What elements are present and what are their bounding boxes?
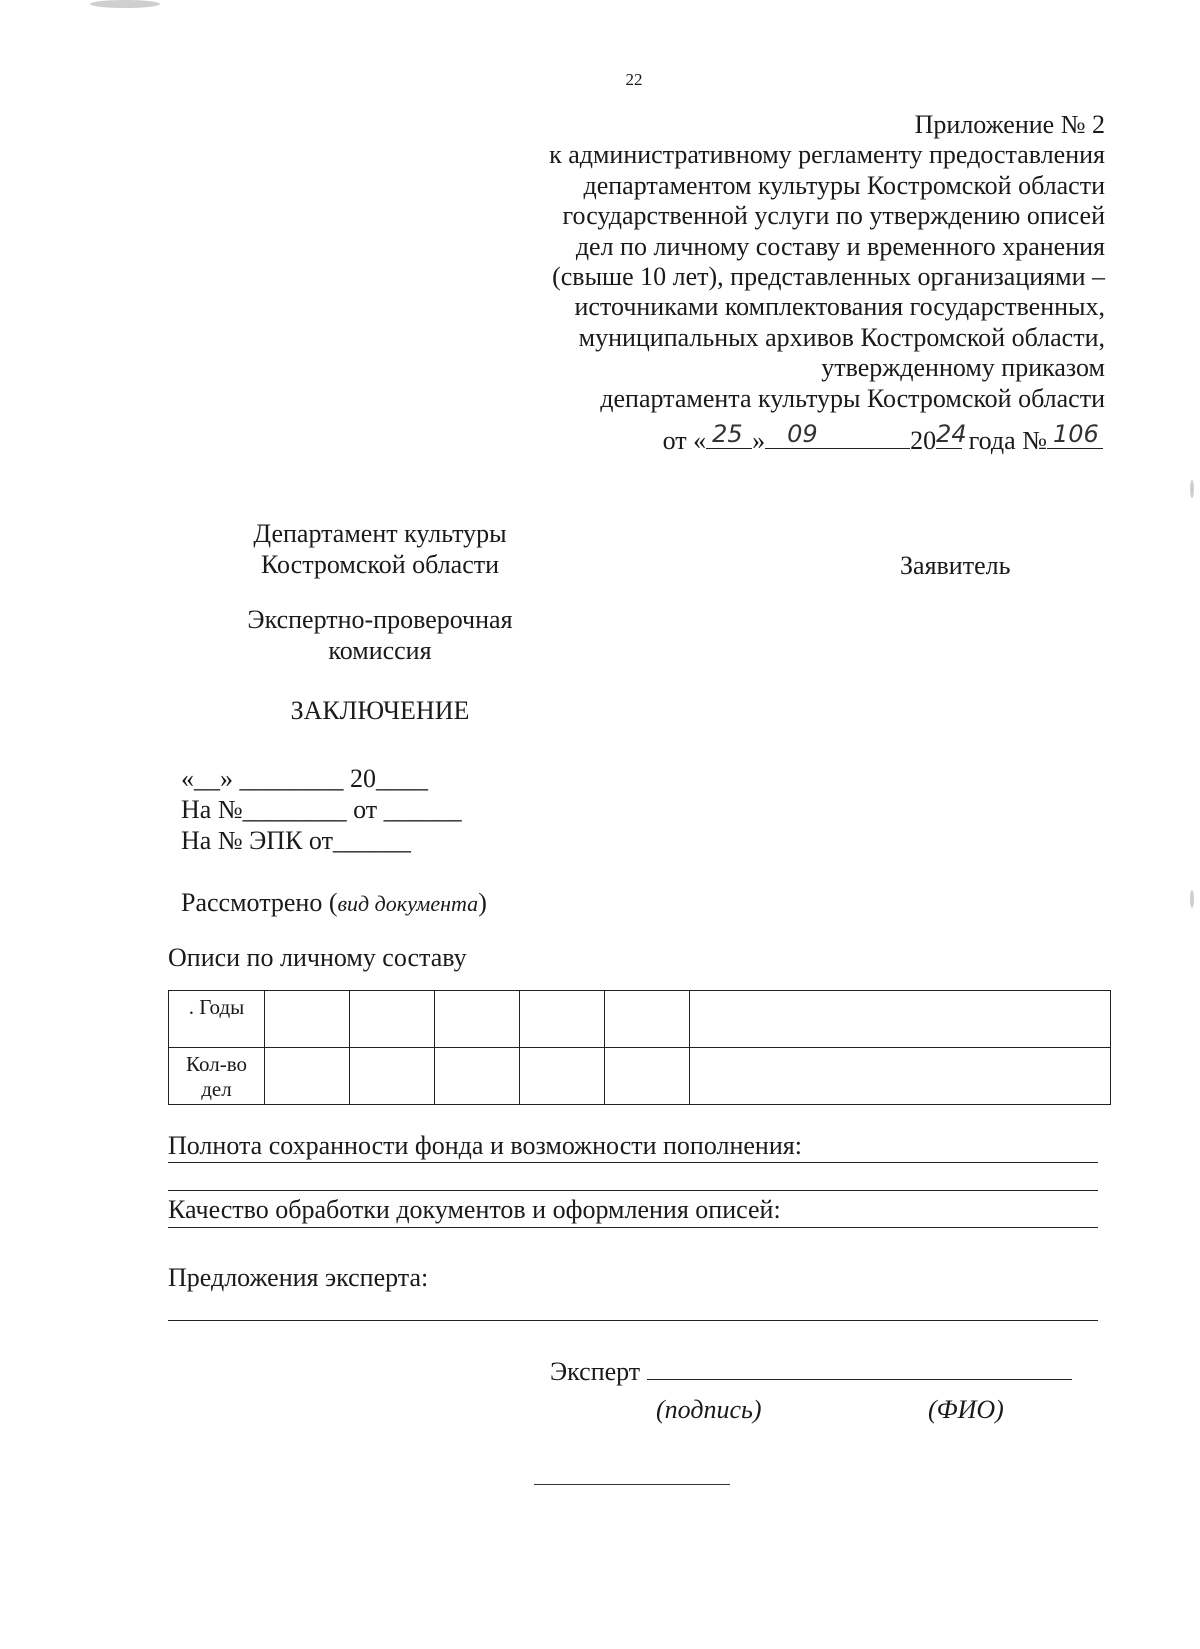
appendix-line: Приложение № 2	[914, 110, 1105, 139]
appendix-line: государственной услуги по утверждению описей	[562, 201, 1105, 231]
years-table	[168, 990, 1111, 1105]
appendix-line: утвержденному приказом	[821, 353, 1105, 383]
quality-label: Качество обработки документов и оформления описей:	[168, 1195, 781, 1224]
scan-artifact	[90, 0, 160, 8]
scan-artifact	[1190, 480, 1194, 498]
table-row	[169, 991, 1111, 1048]
completeness-label: Полнота сохранности фонда и возможности пополнения:	[168, 1131, 802, 1160]
reviewed-line: Рассмотрено (вид документа)	[181, 888, 487, 917]
department-name: Департамент культуры Костромской области	[253, 519, 507, 579]
expert-signature-line: Эксперт	[550, 1355, 1072, 1387]
appendix-line: муниципальных архивов Костромской области,	[578, 322, 1105, 352]
order-month-field: 09	[765, 422, 910, 449]
scan-artifact	[1190, 890, 1194, 908]
years-header-cell: . Годы	[169, 991, 265, 1048]
answer-line	[168, 1227, 1098, 1228]
document-type-hint: вид документа	[337, 891, 479, 916]
page-number: 22	[625, 70, 643, 89]
answer-line	[168, 1162, 1098, 1163]
epk-number-field: На № ЭПК от______	[181, 826, 411, 855]
table-cell	[520, 991, 605, 1048]
reference-number-field: На №________ от ______	[181, 795, 462, 824]
appendix-line: к административному регламенту предоставления	[549, 140, 1105, 170]
table-cell	[265, 1048, 350, 1105]
table-cell	[350, 991, 435, 1048]
commission-name: Экспертно-проверочная комиссия	[247, 605, 513, 665]
table-cell	[435, 1048, 520, 1105]
appendix-block	[549, 110, 1105, 414]
appendix-line: департамента культуры Костромской области	[600, 383, 1105, 413]
order-number-field: 106	[1047, 422, 1103, 449]
answer-line	[168, 1190, 1098, 1191]
order-day-field: 25	[706, 422, 752, 449]
table-cell	[605, 1048, 690, 1105]
proposals-label: Предложения эксперта:	[168, 1263, 429, 1292]
table-cell	[520, 1048, 605, 1105]
conclusion-title: ЗАКЛЮЧЕНИЕ	[290, 696, 470, 725]
table-cell	[690, 991, 1111, 1048]
table-cell	[350, 1048, 435, 1105]
count-header-cell: Кол-во дел	[169, 1048, 265, 1105]
answer-line	[168, 1320, 1098, 1321]
appendix-line: источниками комплектования государственных,	[574, 292, 1105, 322]
table-row	[169, 1048, 1111, 1105]
table-cell	[690, 1048, 1111, 1105]
applicant-label: Заявитель	[900, 551, 1011, 580]
closing-rule	[534, 1484, 730, 1485]
appendix-line: дел по личному составу и временного хранения	[575, 231, 1105, 261]
table-cell	[605, 991, 690, 1048]
order-year-field: 24	[936, 420, 967, 448]
inventory-title: Описи по личному составу	[168, 943, 467, 972]
signature-hint: (подпись)	[656, 1395, 762, 1424]
order-date-line: от « 25 » 09 20 24 года № 106	[663, 422, 1103, 456]
signature-blank	[647, 1355, 1072, 1380]
appendix-line: (свыше 10 лет), представленных организациями –	[552, 262, 1105, 292]
table-cell	[265, 991, 350, 1048]
fio-hint: (ФИО)	[928, 1395, 1004, 1424]
date-field: «__» ________ 20____	[181, 764, 428, 793]
table-cell	[435, 991, 520, 1048]
appendix-line: департаментом культуры Костромской области	[583, 170, 1105, 200]
